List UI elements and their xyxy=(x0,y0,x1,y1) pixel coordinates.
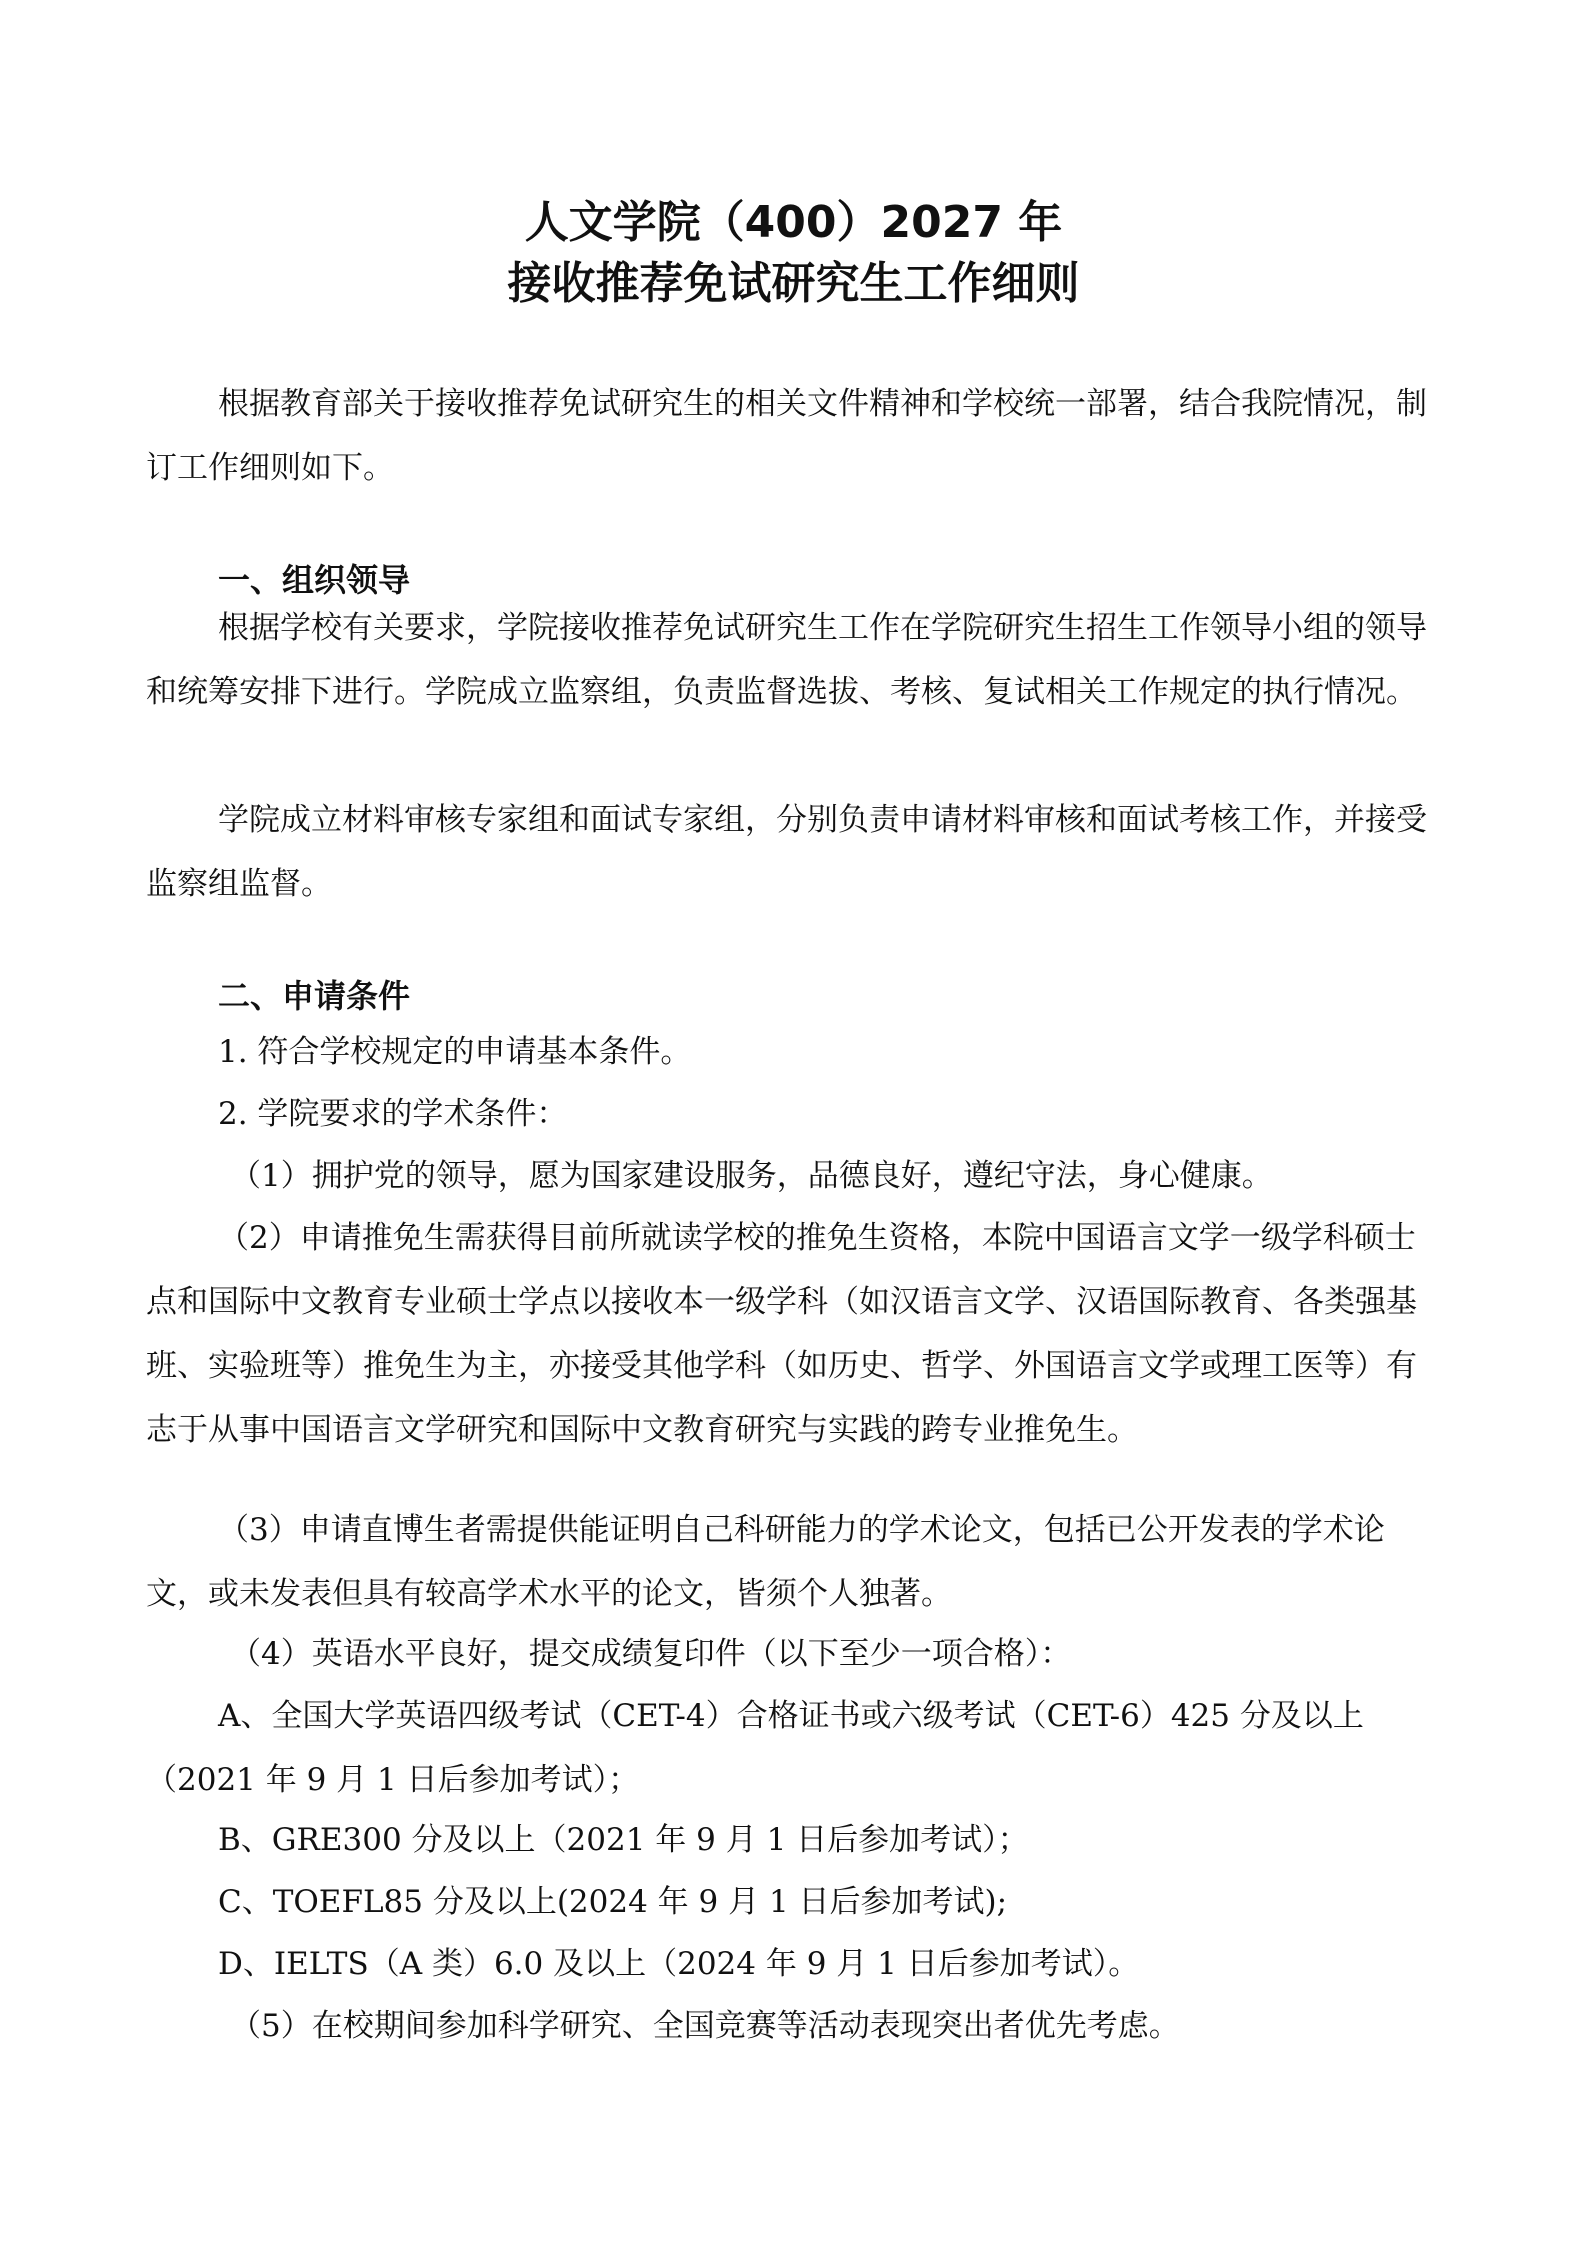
section1-heading: 一、组织领导 xyxy=(218,561,411,599)
section2-heading: 二、申请条件 xyxy=(218,977,411,1015)
english-option-c: C、TOEFL85 分及以上(2024 年 9 月 1 日后参加考试); xyxy=(218,1884,1008,1920)
section1-paragraph1: 根据学校有关要求，学院接收推荐免试研究生工作在学院研究生招生工作领导小组的领导和统筹安排下进行。学院成立监察组，负责监督选拔、考核、复试相关工作规定的执行情况。 xyxy=(146,610,1427,710)
condition-4: （4）英语水平良好，提交成绩复印件（以下至少一项合格）： xyxy=(230,1636,1072,1672)
english-option-b: B、GRE300 分及以上（2021 年 9 月 1 日后参加考试）； xyxy=(218,1822,1029,1858)
condition-2: （2）申请推免生需获得目前所就读学校的推免生资格，本院中国语言文学一级学科硕士点和国际中文教育专业硕士学点以接收本一级学科（如汉语言文学、汉语国际教育、各类强基班、实验班等）推免生为主，亦接受其他学科（如历史、哲学、外国语言文学或理工医等）有志于从事中国语言文学研究和国际中文教育研究与实践的跨专业推免生。 xyxy=(146,1220,1417,1448)
section1-paragraph2: 学院成立材料审核专家组和面试专家组，分别负责申请材料审核和面试考核工作，并接受监察组监督。 xyxy=(146,802,1427,902)
intro-paragraph: 根据教育部关于接收推荐免试研究生的相关文件精神和学校统一部署，结合我院情况，制订工作细则如下。 xyxy=(146,386,1427,486)
document-title-line1: 人文学院（400）2027 年 xyxy=(524,197,1063,248)
condition-3: （3）申请直博生者需提供能证明自己科研能力的学术论文，包括已公开发表的学术论文，或未发表但具有较高学术水平的论文，皆须个人独著。 xyxy=(146,1512,1385,1612)
english-option-d: D、IELTS（A 类）6.0 及以上（2024 年 9 月 1 日后参加考试）。 xyxy=(218,1946,1140,1982)
document-title-line2: 接收推荐免试研究生工作细则 xyxy=(507,258,1080,309)
condition-1: （1）拥护党的领导，愿为国家建设服务，品德良好，遵纪守法，身心健康。 xyxy=(230,1158,1273,1194)
requirement-item-2: 2. 学院要求的学术条件： xyxy=(218,1096,568,1132)
english-option-a: A、全国大学英语四级考试（CET-4）合格证书或六级考试（CET-6）425 分及以上（2021 年 9 月 1 日后参加考试）； xyxy=(146,1698,1364,1798)
requirement-item-1: 1. 符合学校规定的申请基本条件。 xyxy=(218,1034,692,1070)
condition-5: （5）在校期间参加科学研究、全国竞赛等活动表现突出者优先考虑。 xyxy=(230,2008,1180,2044)
